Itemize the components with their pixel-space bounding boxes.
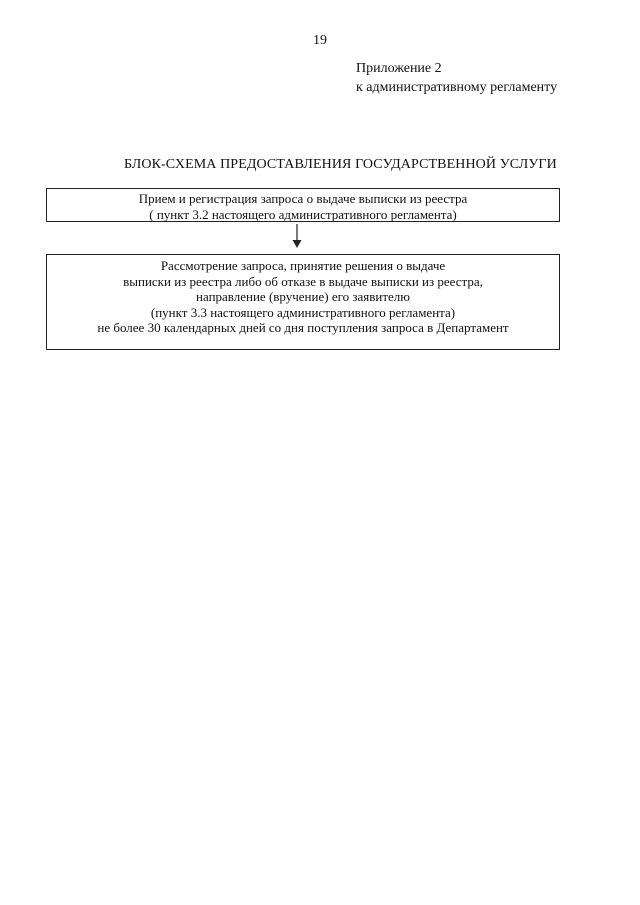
flow-step-2-line-1: Рассмотрение запроса, принятие решения о выдаче (160, 258, 446, 273)
appendix-label (356, 59, 557, 97)
document-title: БЛОК-СХЕМА ПРЕДОСТАВЛЕНИЯ ГОСУДАРСТВЕННОЙ УСЛУГИ (124, 157, 557, 172)
down-arrow-icon (290, 224, 304, 250)
appendix-line-2: к административному регламенту (356, 80, 558, 95)
appendix-line-1: Приложение 2 (356, 61, 442, 76)
flow-step-1-box (46, 188, 560, 222)
flow-step-1-line-1: Прием и регистрация запроса о выдаче выписки из реестра (138, 191, 468, 206)
page-number: 19 (313, 33, 327, 48)
flow-step-2-line-4: (пункт 3.3 настоящего административного регламента) (150, 304, 456, 320)
flow-step-2-line-5: не более 30 календарных дней со дня поступления запроса в Департамент (97, 320, 509, 335)
flow-step-2-line-2: выписки из реестра либо об отказе в выдаче выписки из реестра, (123, 273, 483, 289)
flow-step-2-box (46, 254, 560, 350)
flow-step-2-line-3: направление (вручение) его заявителю (196, 289, 410, 304)
flow-step-1-line-2: ( пункт 3.2 настоящего административного регламента) (149, 206, 457, 222)
